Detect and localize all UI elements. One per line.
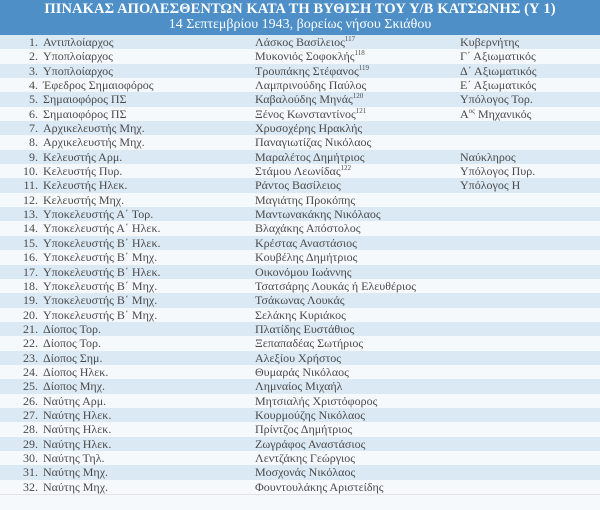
rank-cell: Ναύτης Ηλεκ.	[43, 407, 112, 422]
role-cell	[460, 164, 535, 178]
name-text: Οικονόμου Ιωάννης	[255, 264, 352, 279]
rank-cell: Ναύτης Αρμ.	[43, 393, 107, 408]
table-row	[0, 250, 600, 264]
table-row	[0, 35, 600, 49]
table-row	[0, 64, 600, 78]
name-text: Κουρμούζης Νικόλαος	[255, 407, 366, 422]
name-text: Μαραλέτος Δημήτριος	[255, 149, 365, 164]
name-cell	[255, 480, 384, 494]
name-cell	[255, 121, 362, 135]
name-text: Θυμαράς Νικόλαος	[255, 364, 349, 379]
name-text: Στάμου Λεωνίδας	[255, 164, 341, 179]
rank-cell: Ναύτης Μηχ.	[43, 479, 109, 494]
name-text: Τσάκωνας Λουκάς	[255, 293, 345, 308]
name-cell	[255, 135, 371, 149]
table-row	[0, 279, 600, 293]
name-cell	[255, 308, 346, 322]
footnote-ref: 122	[340, 164, 352, 173]
row-number: 5.	[29, 92, 38, 107]
rank-cell: Αρχικελευστής Μηχ.	[43, 135, 145, 150]
name-text: Ξένος Κωνσταντίνος	[255, 106, 356, 121]
footnote-ref: 118	[354, 49, 365, 58]
rank-cell: Κελευστής Μηχ.	[43, 192, 125, 207]
table-row	[0, 49, 600, 63]
name-cell	[255, 365, 349, 379]
table-row	[0, 394, 600, 408]
row-number: 18.	[23, 278, 38, 293]
row-number: 4.	[29, 78, 38, 93]
name-text: Ξεπαπαδέας Σωτήριος	[255, 336, 364, 351]
row-number: 17.	[23, 264, 38, 279]
name-text: Τρουπάκης Στέφανος	[255, 63, 359, 78]
name-cell	[255, 236, 357, 250]
table-row	[0, 150, 600, 164]
name-cell	[255, 207, 381, 221]
role-cell	[460, 49, 536, 63]
row-number: 7.	[29, 121, 38, 136]
rank-cell: Υποκελευστής Β΄ Ηλεκ.	[43, 235, 161, 250]
name-cell	[255, 178, 341, 192]
rank-cell: Υποπλοίαρχος	[43, 63, 113, 78]
table-row	[0, 293, 600, 307]
rank-cell: Υποπλοίαρχος	[43, 49, 113, 64]
name-cell	[255, 221, 360, 235]
name-cell	[255, 422, 352, 436]
name-text: Σελάκης Κυριάκος	[255, 307, 346, 322]
row-number: 12.	[23, 192, 38, 207]
table-row	[0, 480, 600, 494]
name-cell	[255, 465, 355, 479]
rank-cell: Υποκελευστής Β΄ Μηχ.	[43, 250, 158, 265]
rank-cell: Κελευστής Πυρ.	[43, 164, 123, 179]
rank-cell: Αρχικελευστής Μηχ.	[43, 121, 145, 136]
rank-cell: Δίοπος Τορ.	[43, 321, 102, 336]
table-row	[0, 422, 600, 436]
rank-cell: Κελευστής Αρμ.	[43, 149, 123, 164]
role-cell	[460, 35, 519, 49]
name-cell	[255, 322, 354, 336]
name-text: Καβαλούδης Μηνάς	[255, 92, 353, 107]
name-cell	[255, 394, 377, 408]
name-text: Λεντζάκης Γεώργιος	[255, 450, 356, 465]
row-number: 19.	[23, 293, 38, 308]
rank-cell: Δίοπος Σημ.	[43, 350, 103, 365]
table-row	[0, 164, 600, 178]
rank-cell: Ναύτης Ηλεκ.	[43, 422, 112, 437]
name-text: Λάσκος Βασίλειος	[255, 35, 345, 49]
row-number: 31.	[23, 465, 38, 480]
name-cell	[255, 336, 363, 350]
name-cell	[255, 92, 363, 106]
row-number: 16.	[23, 250, 38, 265]
row-number: 27.	[23, 407, 38, 422]
rank-cell: Ναύτης Τηλ.	[43, 450, 105, 465]
row-number: 26.	[23, 393, 38, 408]
rank-cell: Υποκελευστής Β΄ Ηλεκ.	[43, 264, 161, 279]
row-number: 29.	[23, 436, 38, 451]
name-text: Παναγιωτίζας Νικόλαος	[255, 135, 372, 150]
row-number: 25.	[23, 379, 38, 394]
rank-cell: Ναύτης Ηλεκ.	[43, 436, 112, 451]
name-text: Φουντουλάκης Αριστείδης	[255, 479, 384, 494]
name-cell	[255, 437, 365, 451]
role-text: Ε΄ Αξιωματικός	[460, 78, 537, 93]
name-cell	[255, 408, 365, 422]
table-row	[0, 207, 600, 221]
name-cell	[255, 78, 366, 92]
row-number: 1.	[29, 35, 38, 49]
name-text: Βλαχάκης Απόστολος	[255, 221, 361, 236]
name-cell	[255, 193, 355, 207]
name-cell	[255, 351, 341, 365]
rank-cell: Σημαιοφόρος ΠΣ	[43, 106, 127, 121]
row-number: 10.	[23, 164, 38, 179]
table-header	[0, 0, 600, 35]
name-text: Μαντωνακάκης Νικόλαος	[255, 207, 381, 222]
role-cell	[460, 150, 516, 164]
role-text: Ναύκληρος	[460, 149, 516, 164]
rank-cell: Υποκελευστής Β΄ Μηχ.	[43, 293, 158, 308]
rank-cell: Δίοπος Μηχ.	[43, 379, 106, 394]
row-number: 8.	[29, 135, 38, 150]
row-number: 30.	[23, 450, 38, 465]
rank-cell: Υποκελευστής Α΄ Τορ.	[43, 207, 154, 222]
page-title: ΠΙΝΑΚΑΣ ΑΠΟΛΕΣΘΕΝΤΩΝ ΚΑΤΑ ΤΗ ΒΥΘΙΣΗ ΤΟΥ Υ/Β ΚΑΤΣΩΝΗΣ (Υ 1)	[44, 1, 556, 17]
row-number: 11.	[23, 178, 38, 193]
row-number: 15.	[23, 235, 38, 250]
rank-cell: Δίοπος Τορ.	[43, 336, 102, 351]
role-ordinal: ος	[468, 106, 475, 115]
name-text: Κρέστας Αναστάσιος	[255, 235, 357, 250]
table-row	[0, 351, 600, 365]
table-row	[0, 336, 600, 350]
name-text: Τσατσάρης Λουκάς ή Ελευθέριος	[255, 278, 416, 293]
rank-cell: Δίοπος Ηλεκ.	[43, 364, 109, 379]
role-text: Υπόλογος Τορ.	[460, 92, 533, 107]
name-text: Μοσχονάς Νικόλαος	[255, 465, 356, 480]
footnote-ref: 117	[344, 35, 356, 43]
name-cell	[255, 107, 366, 121]
rank-cell: Αντιπλοίαρχος	[43, 35, 114, 49]
rank-cell: Σημαιοφόρος ΠΣ	[43, 92, 127, 107]
row-number: 21.	[23, 321, 38, 336]
role-text: Υπόλογος Η	[460, 178, 521, 193]
name-cell	[255, 164, 351, 178]
row-number: 14.	[23, 221, 38, 236]
footnote-ref: 120	[352, 92, 364, 101]
role-cell	[460, 107, 531, 121]
name-text: Κουβέλης Δημήτριος	[255, 250, 358, 265]
name-text: Μητσιαλής Χριστόφορος	[255, 393, 378, 408]
name-cell	[255, 250, 357, 264]
role-text: Μηχανικός	[477, 106, 532, 121]
casualty-table	[0, 35, 600, 494]
name-text: Πρίντζος Δημήτριος	[255, 422, 353, 437]
name-cell	[255, 293, 345, 307]
role-text: Κυβερνήτης	[460, 35, 520, 49]
row-number: 22.	[23, 336, 38, 351]
name-text: Λαμπρινούδης Παύλος	[255, 78, 367, 93]
role-text: Γ΄ Αξιωματικός	[460, 49, 536, 64]
role-cell	[460, 178, 520, 192]
row-number: 28.	[23, 422, 38, 437]
row-number: 9.	[29, 149, 38, 164]
table-row	[0, 221, 600, 235]
page-subtitle: 14 Σεπτεμβρίου 1943, βορείως νήσου Σκιάθου	[168, 17, 432, 32]
rank-cell: Κελευστής Ηλεκ.	[43, 178, 128, 193]
table-row	[0, 322, 600, 336]
row-number: 24.	[23, 364, 38, 379]
rank-cell: Υποκελευστής Α΄ Ηλεκ.	[43, 221, 161, 236]
rank-cell: Έφεδρος Σημαιοφόρος	[43, 78, 154, 93]
name-text: Μαγιάτης Προκόπης	[255, 192, 356, 207]
rank-cell: Υποκελευστής Β΄ Μηχ.	[43, 278, 158, 293]
name-cell	[255, 150, 365, 164]
role-text: Δ΄ Αξιωματικός	[460, 63, 537, 78]
table-row	[0, 178, 600, 192]
table-row	[0, 236, 600, 250]
rank-cell: Ναύτης Μηχ.	[43, 465, 109, 480]
name-cell	[255, 64, 369, 78]
row-number: 20.	[23, 307, 38, 322]
name-text: Ζωγράφος Αναστάσιος	[255, 436, 366, 451]
row-number: 6.	[29, 106, 38, 121]
name-cell	[255, 49, 365, 63]
name-text: Λημναίος Μιχαήλ	[255, 379, 343, 394]
name-cell	[255, 451, 355, 465]
name-text: Αλεξίου Χρήστος	[255, 350, 342, 365]
name-text: Ράντος Βασίλειος	[255, 178, 341, 193]
role-cell	[460, 92, 533, 106]
table-row	[0, 265, 600, 279]
table-row	[0, 135, 600, 149]
table-row	[0, 451, 600, 465]
name-text: Μυκονιός Σοφοκλής	[255, 49, 355, 64]
role-prefix: Α	[460, 106, 469, 121]
name-cell	[255, 35, 355, 49]
name-text: Χρυσοχέρης Ηρακλής	[255, 121, 363, 136]
row-number: 13.	[23, 207, 38, 222]
name-cell	[255, 379, 342, 393]
table-row	[0, 308, 600, 322]
role-text: Υπόλογος Πυρ.	[460, 164, 536, 179]
role-cell	[460, 64, 537, 78]
row-number: 2.	[29, 49, 38, 64]
table-row	[0, 465, 600, 479]
footnote-ref: 121	[355, 106, 367, 115]
name-cell	[255, 279, 416, 293]
table-row	[0, 107, 600, 121]
table-row	[0, 193, 600, 207]
role-cell	[460, 78, 536, 92]
table-row	[0, 365, 600, 379]
table-row	[0, 78, 600, 92]
table-row	[0, 437, 600, 451]
row-number: 3.	[29, 63, 38, 78]
row-number: 23.	[23, 350, 38, 365]
table-row	[0, 92, 600, 106]
rank-cell: Υποκελευστής Β΄ Μηχ.	[43, 307, 158, 322]
table-row	[0, 379, 600, 393]
table-footer-strip	[0, 494, 600, 510]
footnote-ref: 119	[358, 63, 369, 72]
table-row	[0, 121, 600, 135]
row-number: 32.	[23, 479, 38, 494]
name-cell	[255, 265, 352, 279]
table-row	[0, 408, 600, 422]
name-text: Πλατίδης Ευστάθιος	[255, 321, 355, 336]
